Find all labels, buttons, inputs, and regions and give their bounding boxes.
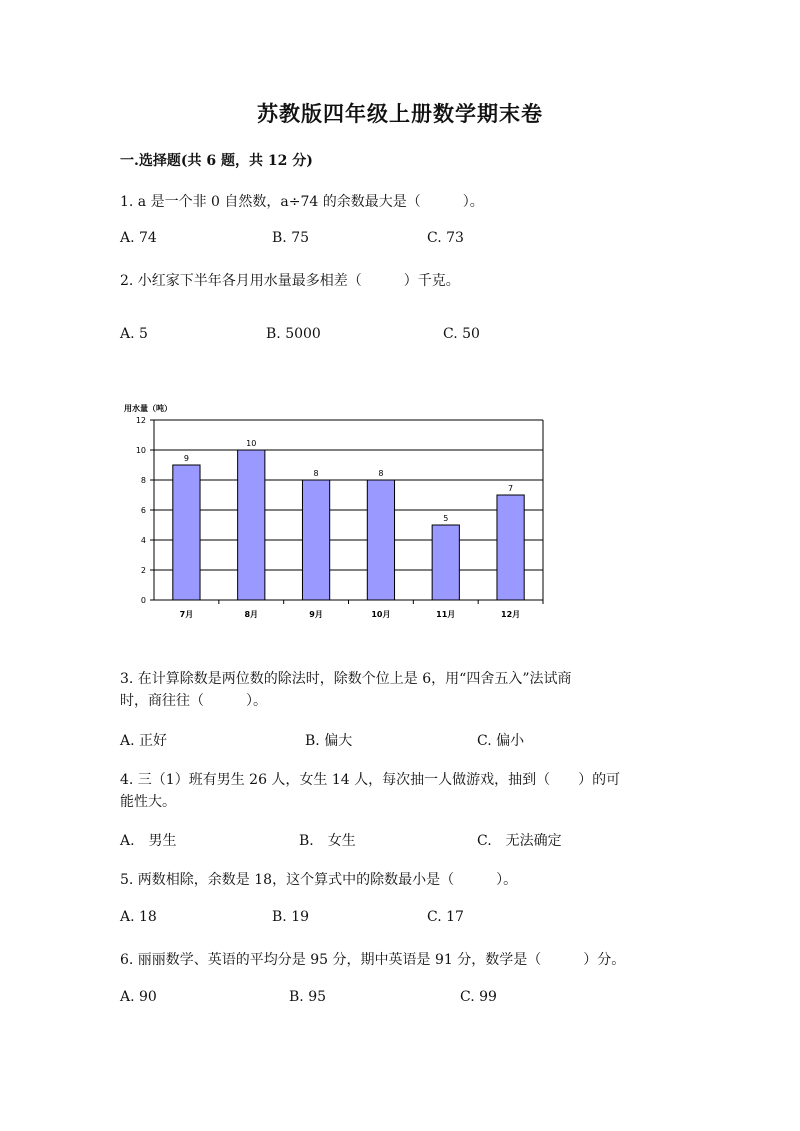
- bar: [367, 480, 394, 600]
- bar: [302, 480, 329, 600]
- q2-option-b[interactable]: B. 5000: [266, 326, 321, 342]
- q3-option-a[interactable]: A. 正好: [120, 733, 168, 749]
- q4-option-b[interactable]: B. 女生: [299, 833, 356, 849]
- y-tick-label: 12: [135, 416, 146, 425]
- y-tick-label: 8: [140, 476, 146, 485]
- data-label: 7: [508, 484, 514, 493]
- question-4-line-1: 4. 三（1）班有男生 26 人，女生 14 人，每次抽一人做游戏，抽到（ ）的可: [120, 772, 621, 788]
- x-tick-label: 11月: [436, 610, 456, 619]
- x-tick-label: 7月: [179, 610, 194, 619]
- question-2: 2. 小红家下半年各月用水量最多相差（ ）千克。: [120, 273, 460, 289]
- bar: [173, 465, 200, 600]
- question-3-line-1: 3. 在计算除数是两位数的除法时，除数个位上是 6，用“四舍五入”法试商: [120, 671, 572, 687]
- y-axis-label: 用水量（吨）: [124, 404, 172, 413]
- bar: [238, 450, 265, 600]
- x-tick-label: 12月: [501, 610, 521, 619]
- q4-option-a[interactable]: A. 男生: [120, 833, 177, 849]
- q2-option-c[interactable]: C. 50: [443, 326, 480, 342]
- q1-option-a[interactable]: A. 74: [120, 230, 157, 246]
- q3-option-b[interactable]: B. 偏大: [305, 733, 353, 749]
- question-1: 1. a 是一个非 0 自然数，a÷74 的余数最大是（ ）。: [120, 194, 484, 210]
- data-label: 8: [313, 469, 319, 478]
- q2-option-a[interactable]: A. 5: [120, 326, 148, 342]
- page-title: 苏教版四年级上册数学期末卷: [257, 101, 543, 126]
- y-tick-label: 2: [140, 566, 146, 575]
- q1-option-b[interactable]: B. 75: [272, 230, 310, 246]
- section-heading: 一.选择题(共 6 题，共 12 分): [120, 153, 313, 169]
- data-label: 10: [246, 439, 257, 448]
- x-tick-label: 8月: [244, 610, 259, 619]
- water-usage-bar-chart: [118, 398, 558, 628]
- bar: [432, 525, 459, 600]
- q4-option-c[interactable]: C. 无法确定: [477, 833, 562, 849]
- bar: [497, 495, 524, 600]
- question-4-line-2: 能性大。: [120, 794, 176, 810]
- x-tick-label: 10月: [371, 610, 391, 619]
- data-label: 8: [378, 469, 384, 478]
- data-label: 9: [183, 454, 189, 463]
- q3-option-c[interactable]: C. 偏小: [477, 733, 525, 749]
- y-tick-label: 10: [135, 446, 146, 455]
- q5-option-c[interactable]: C. 17: [427, 909, 464, 925]
- q5-option-a[interactable]: A. 18: [120, 909, 157, 925]
- question-5: 5. 两数相除，余数是 18，这个算式中的除数最小是（ ）。: [120, 872, 518, 888]
- x-tick-label: 9月: [309, 610, 323, 619]
- q6-option-c[interactable]: C. 99: [460, 989, 497, 1005]
- q6-option-b[interactable]: B. 95: [289, 989, 327, 1005]
- q6-option-a[interactable]: A. 90: [120, 989, 157, 1005]
- q5-option-b[interactable]: B. 19: [272, 909, 310, 925]
- y-tick-label: 6: [140, 506, 146, 515]
- data-label: 5: [443, 514, 449, 523]
- q1-option-c[interactable]: C. 73: [427, 230, 464, 246]
- question-6: 6. 丽丽数学、英语的平均分是 95 分，期中英语是 91 分，数学是（ ）分。: [120, 952, 626, 968]
- y-tick-label: 0: [140, 596, 146, 605]
- y-tick-label: 4: [140, 536, 146, 545]
- question-3-line-2: 时，商往往（ ）。: [120, 693, 267, 709]
